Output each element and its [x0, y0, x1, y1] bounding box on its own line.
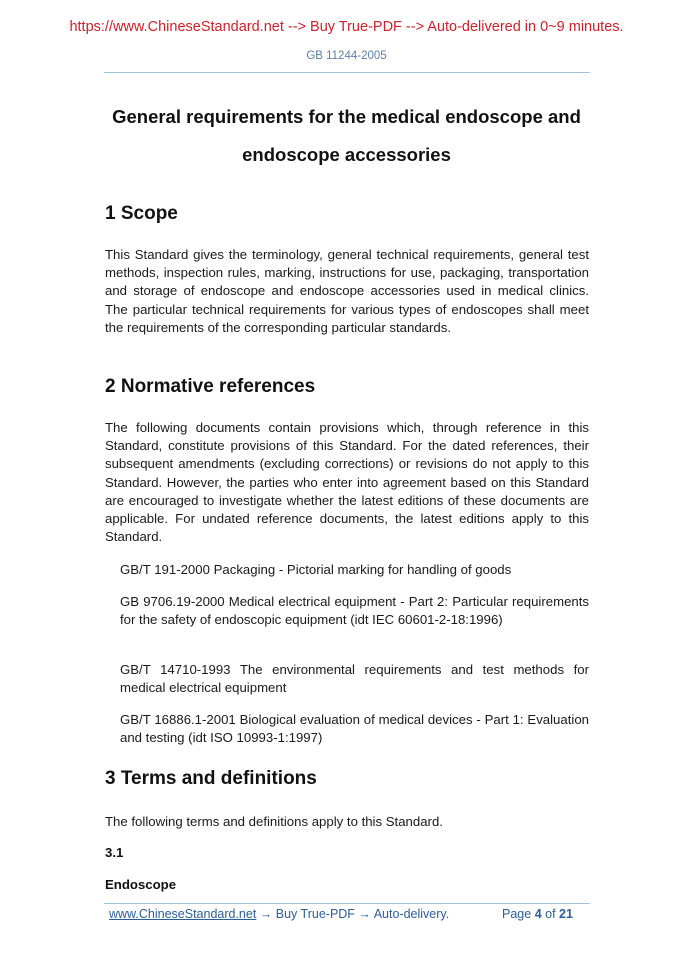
page-current: 4 — [534, 907, 542, 921]
footer-site-link[interactable]: www.ChineseStandard.net — [109, 907, 257, 921]
title-line-1: General requirements for the medical endoscope and — [112, 106, 581, 127]
reference-item: GB/T 191-2000 Packaging - Pictorial marking for handling of goods — [120, 562, 512, 577]
normative-references-paragraph: The following documents contain provisions which, through reference in this Standard, constitute provisions of this Standard. For the dated references, their subsequent amendments (excluding corrections) or revisions do not apply to this Standard. However, the parties who enter into agreement based on this Standard are encouraged to investigate whether the latest editions of these documents are applicable. For undated reference documents, the latest editions apply to this Standard. — [105, 420, 589, 545]
standard-code: GB 11244-2005 — [306, 50, 387, 62]
section-heading-scope: 1 Scope — [105, 203, 178, 224]
footer-promo-text: → Buy True-PDF → Auto-delivery. — [256, 907, 450, 921]
of-label: of — [545, 907, 556, 921]
terms-definitions-paragraph: The following terms and definitions apply to this Standard. — [105, 814, 443, 829]
reference-item: GB/T 16886.1-2001 Biological evaluation of medical devices - Part 1: Evaluation and testing (idt ISO 10993-1:1997) — [120, 712, 589, 746]
scope-paragraph: This Standard gives the terminology, general technical requirements, general test methods, inspection rules, marking, instructions for use, packaging, transportation and storage of endoscope and endoscope accessories used in medical clinics. The particular technical requirements for various types of endoscopes shall meet the requirements of the corresponding particular standards. — [105, 247, 589, 335]
header-divider — [104, 72, 590, 73]
clause-number: 3.1 — [105, 845, 124, 860]
page-indicator — [502, 907, 573, 921]
section-heading-normative-references: 2 Normative references — [105, 376, 316, 397]
section-heading-terms-definitions: 3 Terms and definitions — [105, 768, 317, 789]
document-title — [90, 98, 603, 174]
title-line-2: endoscope accessories — [242, 144, 451, 165]
page-total: 21 — [559, 907, 573, 921]
reference-item: GB/T 14710-1993 The environmental requirements and test methods for medical electrical equipment — [120, 662, 589, 696]
reference-item: GB 9706.19-2000 Medical electrical equipment - Part 2: Particular requirements for the safety of endoscopic equipment (idt IEC 60601-2-18:1996) — [120, 594, 589, 628]
promo-banner[interactable]: https://www.ChineseStandard.net --> Buy True-PDF --> Auto-delivered in 0~9 minutes. — [69, 19, 624, 35]
footer-promo — [109, 907, 449, 921]
page-label: Page — [502, 907, 532, 921]
footer-divider — [104, 903, 590, 904]
term-heading: Endoscope — [105, 877, 177, 892]
